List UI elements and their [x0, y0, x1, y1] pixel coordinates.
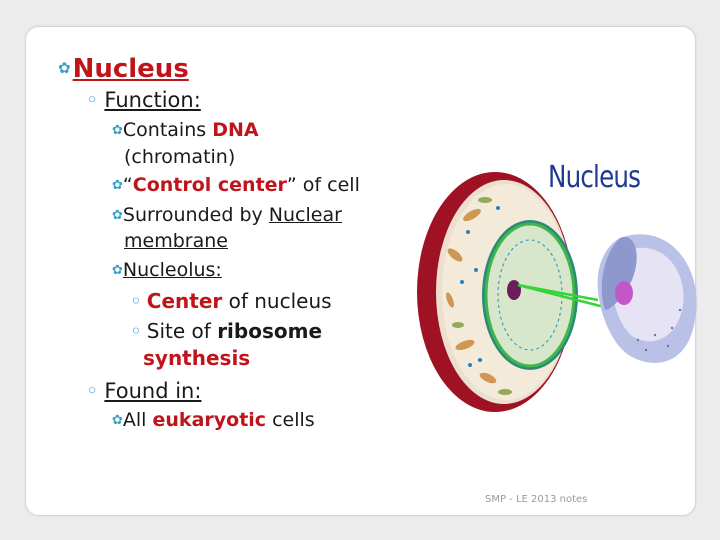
found-heading — [86, 379, 201, 403]
heading-label: Nucleus — [72, 54, 189, 84]
sub-marker: ◦ — [130, 319, 142, 343]
item-highlight: Control center — [132, 174, 287, 196]
item-highlight: DNA — [212, 119, 259, 141]
item-highlight: eukaryotic — [152, 409, 267, 431]
item-text: (chromatin) — [124, 146, 236, 168]
item-bullet-icon: ✿ — [112, 413, 123, 428]
item-bullet-icon: ✿ — [112, 208, 123, 223]
item-text: Contains — [122, 119, 213, 141]
function-marker: ◦ — [86, 88, 99, 112]
item-text: Surrounded by — [122, 204, 269, 226]
function-heading — [86, 88, 201, 112]
found-item — [112, 409, 315, 431]
function-item-dna-cont — [124, 146, 235, 168]
function-item-dna — [112, 119, 259, 141]
item-bullet-icon: ✿ — [112, 123, 123, 138]
function-item-control — [112, 174, 360, 196]
nucleolus-item-center — [130, 289, 332, 313]
cell-diagram — [410, 160, 700, 420]
found-label: Found in: — [104, 379, 202, 403]
function-item-nucleolus — [112, 259, 222, 281]
item-text: cells — [266, 409, 315, 431]
item-underlined: Nuclear — [268, 204, 342, 226]
found-marker: ◦ — [86, 379, 99, 403]
nucleus-closeup — [598, 234, 697, 363]
heading — [58, 54, 189, 84]
function-item-membrane — [112, 204, 342, 226]
heading-bullet: ✿ — [58, 59, 71, 77]
nucleolus-item-site — [130, 319, 322, 343]
item-text: Site of — [146, 319, 218, 343]
item-underlined: Nucleolus: — [122, 259, 222, 281]
item-highlight: Center — [146, 289, 223, 313]
quote-open: “ — [122, 174, 133, 196]
item-text: of nucleus — [222, 289, 332, 313]
item-text: All — [122, 409, 153, 431]
sub-marker: ◦ — [130, 289, 142, 313]
nucleolus-item-site-cont — [143, 346, 250, 370]
function-label: Function: — [104, 88, 201, 112]
item-text: of cell — [296, 174, 360, 196]
item-underlined: membrane — [124, 230, 228, 252]
item-highlight: synthesis — [143, 346, 251, 370]
figure-title: Nucleus — [548, 160, 641, 195]
item-bold: ribosome — [217, 319, 323, 343]
quote-close: ” — [286, 174, 297, 196]
function-item-membrane-cont — [124, 230, 228, 252]
slide-footer: SMP - LE 2013 notes — [485, 494, 588, 505]
item-bullet-icon: ✿ — [112, 263, 123, 278]
item-bullet-icon: ✿ — [112, 178, 123, 193]
